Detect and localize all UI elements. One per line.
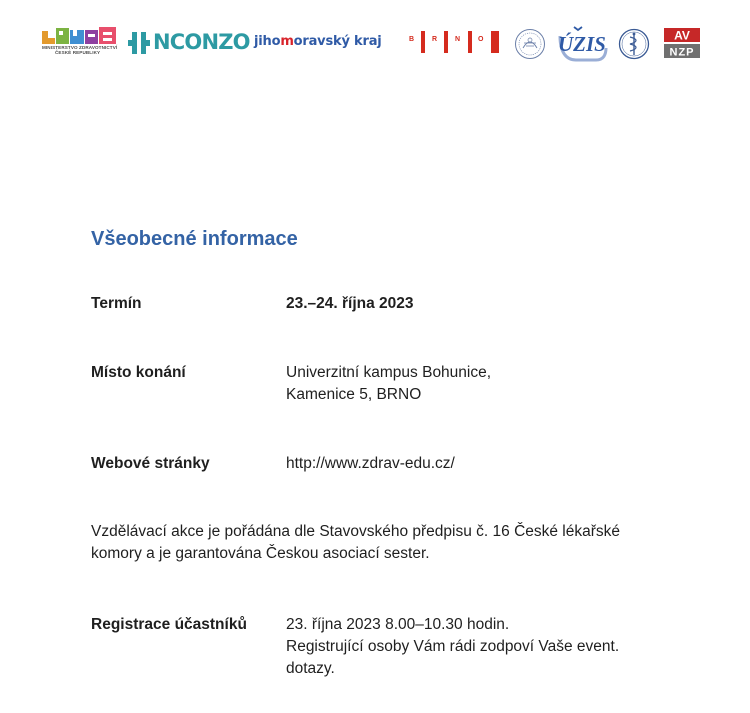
uzis-wordmark-icon <box>556 26 608 62</box>
uzis-logo <box>556 26 608 62</box>
south-moravian-region-logo <box>254 32 382 52</box>
brno-letter-b: B <box>409 36 415 43</box>
brno-letter-o: O <box>478 36 484 43</box>
nconzo-wordmark: NCONZO <box>153 30 250 54</box>
university-seal-logo <box>514 26 546 62</box>
venue-line-2: Kamenice 5, BRNO <box>286 386 422 403</box>
accreditation-note <box>91 521 711 565</box>
university-seal-icon <box>514 28 546 60</box>
registration-line-3: dotazy. <box>286 660 335 677</box>
registration-label: Registrace účastníků <box>91 616 247 633</box>
website-link[interactable]: http://www.zdrav-edu.cz/ <box>286 455 455 472</box>
accreditation-note-line-1: Vzdělávací akce je pořádána dle Stavovského předpisu č. 16 České lékařské <box>91 523 621 540</box>
brno-bar-4-icon <box>491 31 499 53</box>
nzp-text: NZP <box>669 46 695 59</box>
venue-line-1: Univerzitní kampus Bohunice, <box>286 364 492 381</box>
medical-society-logo <box>618 26 650 62</box>
brno-letter-n: N <box>455 36 461 43</box>
term-value: 23.–24. října 2023 <box>286 295 414 312</box>
brno-bar-1-icon <box>421 31 425 53</box>
ministry-caption <box>42 45 117 56</box>
venue-value <box>286 362 491 406</box>
region-text-accent: m <box>280 34 294 49</box>
brno-logo <box>407 26 502 62</box>
av-nzp-mark-icon <box>664 28 700 60</box>
registration-line-2: Registrující osoby Vám rádi zodpoví Vaše event. <box>286 638 620 655</box>
registration-value <box>286 614 619 680</box>
ministry-logo-mark-icon <box>42 26 118 44</box>
ministry-caption-line1: MINISTERSTVO ZDRAVOTNICTVÍ <box>42 45 118 50</box>
website-label: Webové stránky <box>91 455 210 472</box>
nconzo-logo <box>128 26 250 62</box>
registration-line-1: 23. října 2023 8.00–10.30 hodin. <box>286 616 510 633</box>
region-text-before: jiho <box>254 34 281 49</box>
accreditation-note-line-2: komory a je garantována Českou asociací sester. <box>91 545 430 562</box>
brno-bar-3-icon <box>468 31 472 53</box>
term-label: Termín <box>91 295 142 312</box>
partner-logo-strip <box>42 26 704 62</box>
brno-letter-r: R <box>432 36 438 43</box>
av-text: AV <box>674 28 690 43</box>
caduceus-icon <box>618 28 650 60</box>
ministry-caption-line2: ČESKÉ REPUBLIKY <box>55 50 101 56</box>
region-text-after: oravský kraj <box>293 34 382 49</box>
uzis-text: ÚZIS <box>558 32 606 56</box>
ministry-of-health-logo <box>42 26 118 62</box>
av-nzp-logo <box>664 26 700 62</box>
section-title: Všeobecné informace <box>91 228 298 250</box>
brno-bar-2-icon <box>444 31 448 53</box>
venue-label: Místo konání <box>91 364 186 381</box>
plus-cross-icon <box>128 32 150 54</box>
